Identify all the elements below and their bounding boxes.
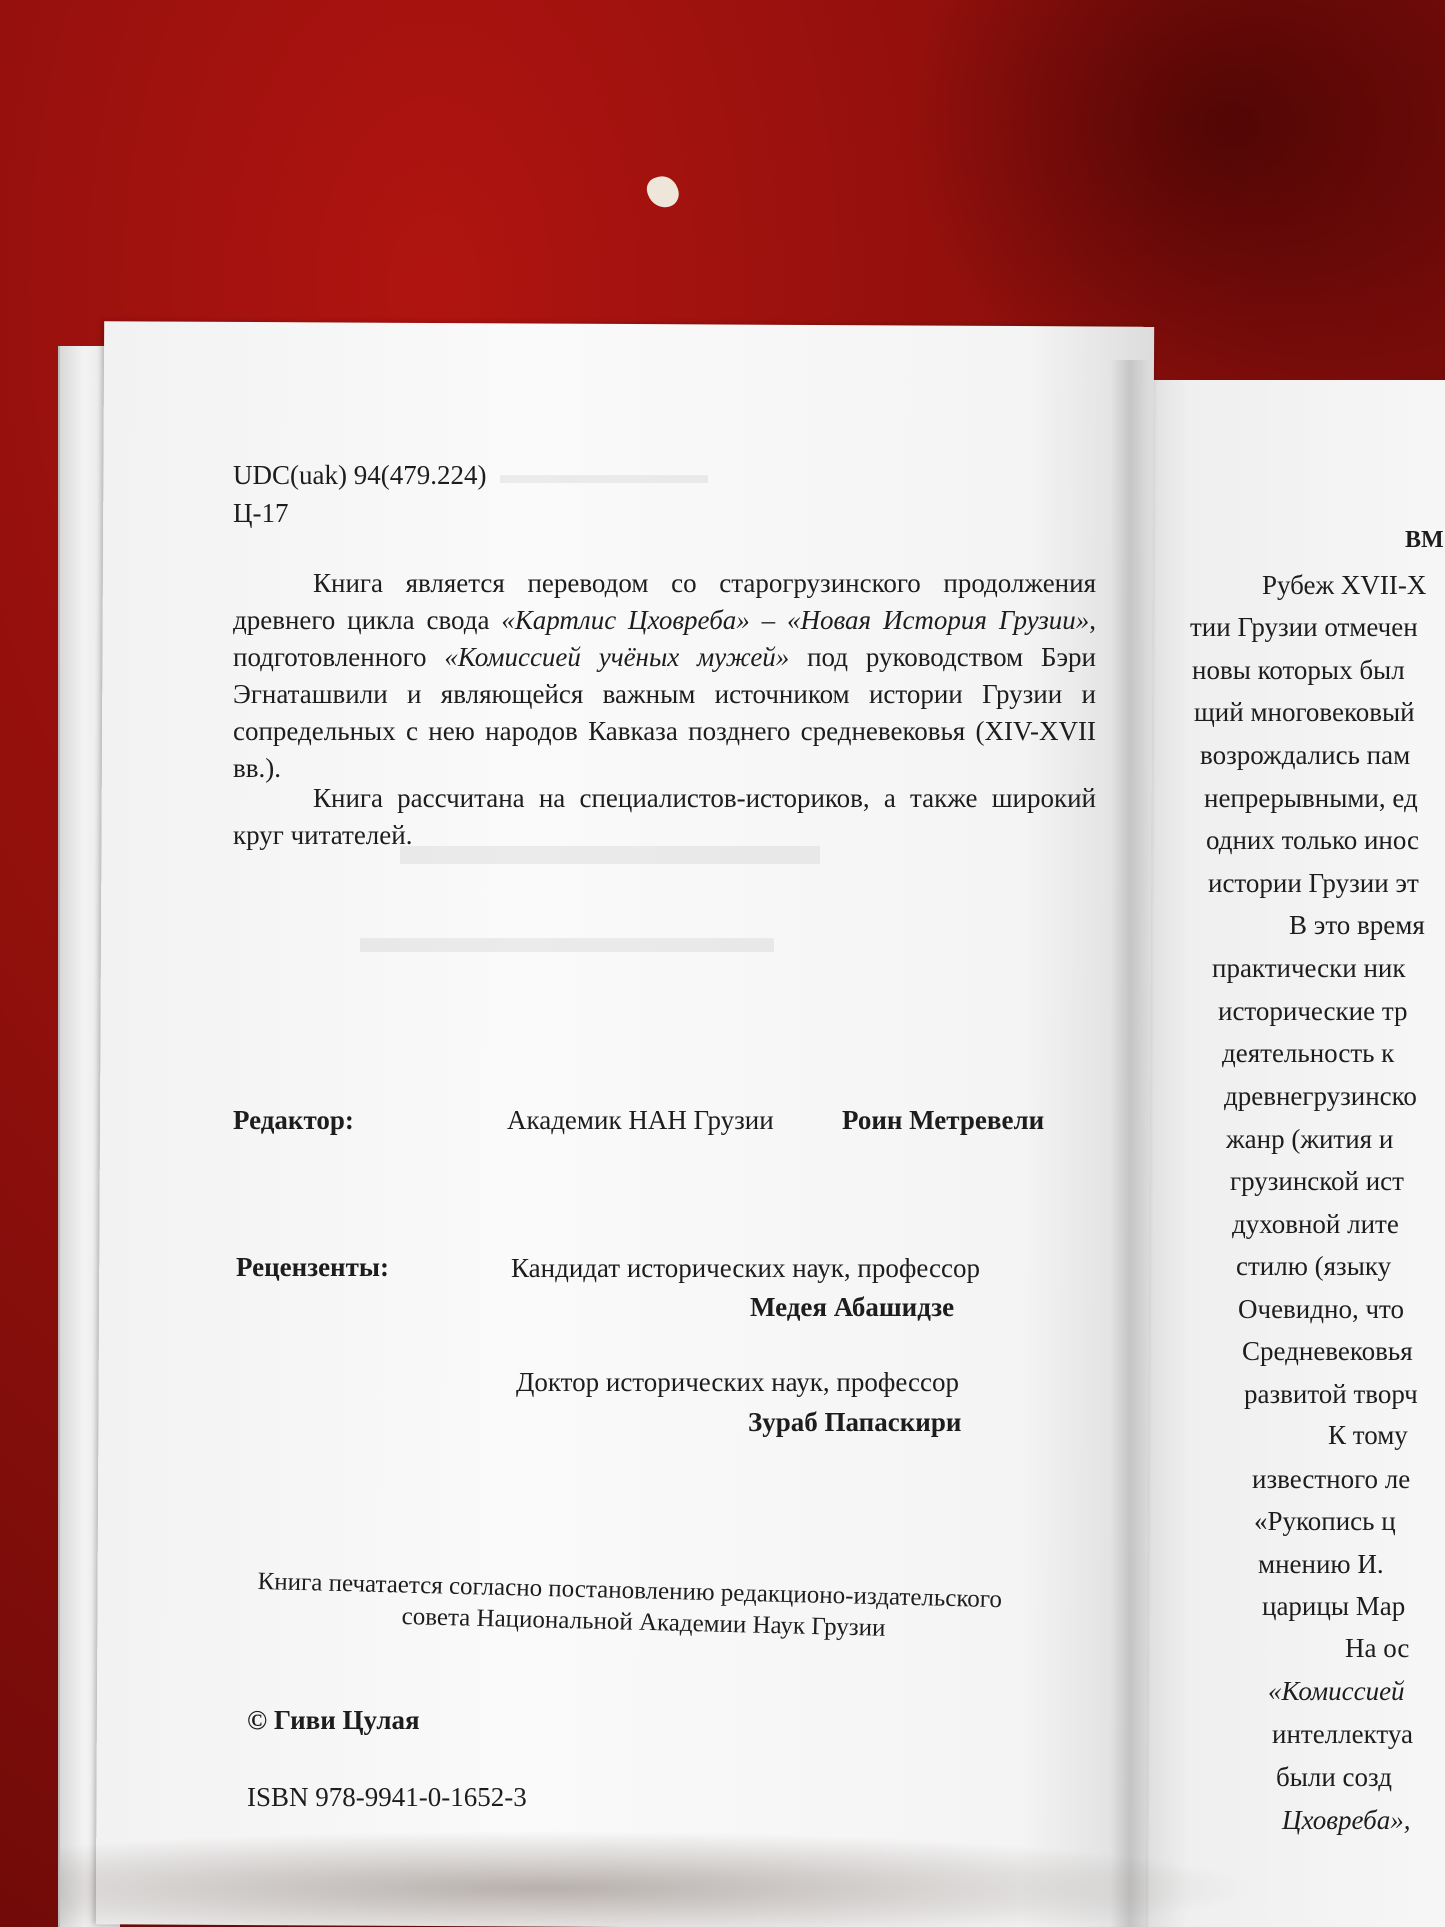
udc-code: UDC(uak) 94(479.224) (233, 460, 487, 490)
right-page-line: стилю (языку (1236, 1251, 1392, 1281)
annotation-text: – (749, 605, 787, 635)
book-title-kartlis: «Картлис Цховреба» (501, 605, 750, 635)
right-page-line: истории Грузии эт (1208, 868, 1419, 898)
annotation-text: Книга является переводом со старогрузинского продолжения древнего цикла свода (233, 568, 1096, 635)
book-gutter (1110, 360, 1150, 1927)
editor-label: Редактор: (233, 1105, 354, 1135)
right-page-line: непрерывными, ед (1204, 783, 1418, 813)
annotation-paragraph-2: Книга рассчитана на специалистов-историков, а также широкий круг читателей. (233, 783, 1096, 850)
right-page-line: деятельность к (1222, 1038, 1395, 1068)
right-page-line: Рубеж XVII-X (1262, 570, 1427, 600)
right-page-line: возрождались пам (1200, 740, 1411, 770)
right-page-line: царицы Мар (1262, 1591, 1406, 1621)
right-page-line: жанр (жития и (1226, 1124, 1394, 1154)
reviewer-1-title: Кандидат исторических наук, профессор (511, 1253, 980, 1283)
right-page-line: духовной лите (1232, 1209, 1399, 1239)
right-page-line: Цховреба», (1282, 1805, 1411, 1835)
show-through-text: ▬▬▬▬▬▬▬▬ (500, 460, 708, 489)
right-page-line: древнегрузинско (1224, 1081, 1417, 1111)
show-through-text: ▬▬▬▬▬▬▬▬▬ (360, 911, 774, 962)
print-note-line-1: Книга печатается согласно постановлению редакционо-издательского (257, 1568, 1003, 1614)
commission-name: «Комиссией учёных мужей» (444, 642, 790, 672)
reviewer-1-name: Медея Абашидзе (750, 1292, 955, 1322)
right-page-line: Средневековья (1242, 1336, 1413, 1366)
hand-shadow (60, 1830, 1260, 1927)
right-page-line: интеллектуа (1272, 1719, 1413, 1749)
right-page-line: Очевидно, что (1238, 1294, 1404, 1324)
right-page-line: тии Грузии отмечен (1190, 612, 1418, 642)
annotation-text: под руководством Бэри Эгнаташвили и являющейся важным источником истории Грузии и сопредельных с нею народов Кавказа позднего средневековья (XIV-XVII вв.). (233, 642, 1096, 783)
right-page-line: В это время (1289, 910, 1425, 940)
right-page-line: развитой творч (1244, 1379, 1418, 1409)
editor-name: Роин Метревели (842, 1105, 1045, 1135)
right-page-line: новы которых был (1192, 655, 1405, 685)
catalog-code: Ц-17 (233, 498, 289, 528)
show-through-text: ▬▬▬▬▬▬▬ (400, 811, 820, 877)
right-page-line: щий многовековый (1194, 697, 1415, 727)
reviewer-2-name: Зураб Папаскири (748, 1407, 962, 1437)
annotation-text: , подготовленного (233, 605, 1096, 672)
right-page-line: были созд (1276, 1762, 1392, 1792)
reviewers-label: Рецензенты: (236, 1252, 389, 1282)
right-page-line: исторические тр (1218, 996, 1408, 1026)
copyright: © Гиви Цулая (247, 1705, 420, 1735)
right-page-line: известного ле (1252, 1464, 1411, 1494)
annotation-paragraph-1 (233, 565, 1096, 787)
book-title-new-history: «Новая История Грузии» (787, 605, 1090, 635)
right-page-line: «Комиссией (1268, 1676, 1405, 1706)
editor-title: Академик НАН Грузии (507, 1105, 774, 1135)
right-page-line: На ос (1345, 1633, 1410, 1663)
right-page-line: ВМ (1405, 527, 1444, 553)
right-page-line: «Рукопись ц (1254, 1506, 1396, 1536)
right-page-line: К тому (1328, 1420, 1408, 1450)
reviewer-2-title: Доктор исторических наук, профессор (516, 1367, 959, 1397)
right-page-line: грузинской ист (1230, 1166, 1404, 1196)
isbn: ISBN 978-9941-0-1652-3 (247, 1782, 527, 1812)
print-note-line-2: совета Национальной Академии Наук Грузии (401, 1603, 886, 1642)
right-page-line: мнению И. (1258, 1549, 1384, 1579)
right-page-line: практически ник (1212, 953, 1406, 983)
right-page-line: одних только инос (1206, 825, 1420, 855)
